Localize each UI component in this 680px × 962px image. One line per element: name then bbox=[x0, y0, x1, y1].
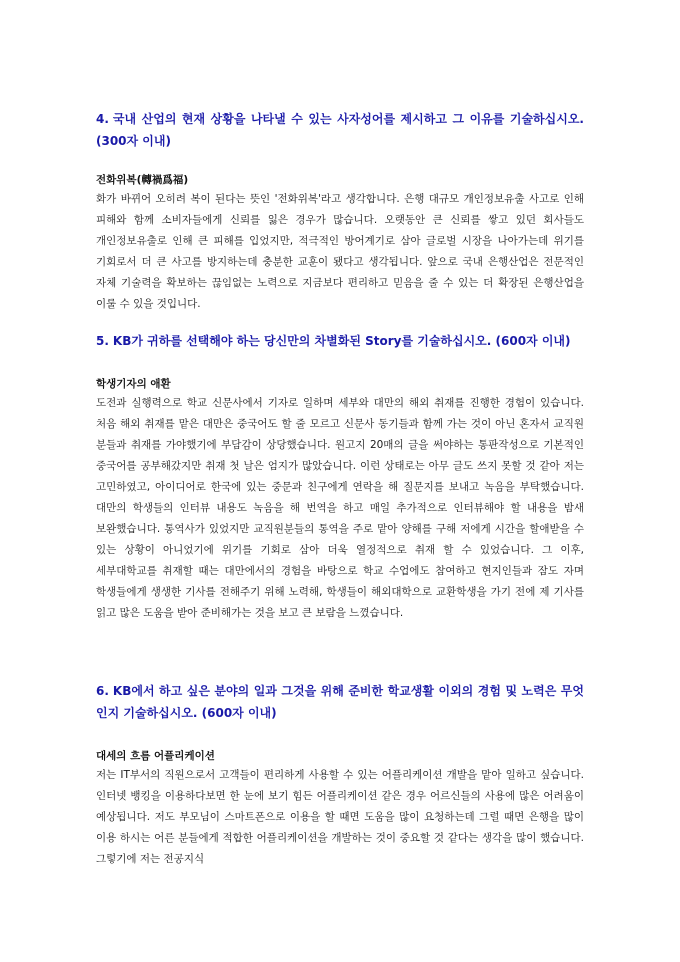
answer-title: 학생기자의 애환 bbox=[96, 378, 171, 390]
question-5-heading bbox=[96, 330, 584, 352]
question-number: 5. bbox=[96, 334, 109, 348]
question-5-section bbox=[96, 330, 584, 624]
answer-title: 전화위복(轉禍爲福) bbox=[96, 174, 189, 186]
question-6-section bbox=[96, 680, 584, 870]
question-number: 4. bbox=[96, 112, 109, 126]
question-4-section bbox=[96, 108, 584, 315]
question-4-heading bbox=[96, 108, 584, 152]
question-6-heading bbox=[96, 680, 584, 724]
answer-body: 화가 바뀌어 오히려 복이 된다는 뜻인 '전화위복'라고 생각합니다. 은행 대규모 개인정보유출 사고로 인해 피해와 함께 소비자들에게 신뢰를 잃은 경우가 많습니다. 오랫동안 큰 신뢰를 쌓고 있던 회사들도 개인정보유출로 인해 큰 피해를 입었지만, 적극적인 방어계기로 삼아 글로벌 시장을 나아가는데 위기를 기회로서 더 큰 사고를 방지하는데 충분한 교훈이 됐다고 생각됩니다. 앞으로 국내 은행산업은 전문적인 자체 기술력을 확보하는 끊임없는 노력으로 지금보다 편리하고 믿음을 줄 수 있는 더 확장된 은행산업을 이룰 수 있을 것입니다. bbox=[96, 193, 584, 310]
question-text: 국내 산업의 현재 상황을 나타낼 수 있는 사자성어를 제시하고 그 이유를 기술하십시오. (300자 이내) bbox=[96, 112, 584, 148]
question-text: KB가 귀하를 선택해야 하는 당신만의 차별화된 Story를 기술하십시오. (600자 이내) bbox=[112, 334, 571, 348]
answer-title: 대세의 흐름 어플리케이션 bbox=[96, 750, 215, 762]
question-text: KB에서 하고 싶은 분야의 일과 그것을 위해 준비한 학교생활 이외의 경험 및 노력은 무엇인지 기술하십시오. (600자 이내) bbox=[96, 684, 584, 720]
question-number: 6. bbox=[96, 684, 109, 698]
answer-body: 도전과 실행력으로 학교 신문사에서 기자로 일하며 세부와 대만의 해외 취재를 진행한 경험이 있습니다. 처음 해외 취재를 맡은 대만은 중국어도 할 줄 모르고 신문사 동기들과 함께 가는 것이 아닌 혼자서 교직원 분들과 취재를 가야했기에 부담감이 상당했습니다. 원고지 20매의 글을 써야하는 통판작성으로 기본적인 중국어를 공부해갔지만 취재 첫 날은 엄지가 많았습니다. 이런 상태로는 아무 글도 쓰지 못할 것 같아 저는 고민하였고, 아이디어로 한국에 있는 중문과 친구에게 연락을 해 질문지를 보내고 녹음을 부탁했습니다. 대만의 학생들의 인터뷰 내용도 녹음을 해 번역을 하고 매일 추가적으로 인터뷰해야 할 내용을 밤새 보완했습니다. 통역사가 있었지만 교직원분들의 통역을 주로 맡아 양해를 구해 저에게 시간을 할애받을 수 있는 상황이 아니었기에 위기를 기회로 삼아 더욱 열정적으로 취재 할 수 있었습니다. 그 이후, 세부대학교를 취재할 때는 대만에서의 경험을 바탕으로 학교 수업에도 참여하고 현지인들과 잠도 자며 학생들에게 생생한 기사를 전해주기 위해 노력해, 학생들이 해외대학으로 교환학생을 가기 전에 제 기사를 읽고 많은 도움을 받아 준비해가는 것을 보고 큰 보람을 느꼈습니다. bbox=[96, 397, 584, 619]
answer-body: 저는 IT부서의 직원으로서 고객들이 편리하게 사용할 수 있는 어플리케이션 개발을 맡아 일하고 싶습니다. 인터넷 뱅킹을 이용하다보면 한 눈에 보기 힘든 어플리케이션 같은 경우 어르신들의 사용에 많은 어려움이 예상됩니다. 저도 부모님이 스마트폰으로 이용을 할 때면 도움을 많이 요청하는데 그럴 때면 은행을 많이 이용 하시는 어른 분들에게 적합한 어플리케이션을 개발하는 것이 중요할 것 같다는 생각을 많이 했습니다. 그렇기에 저는 전공지식 bbox=[96, 769, 584, 865]
